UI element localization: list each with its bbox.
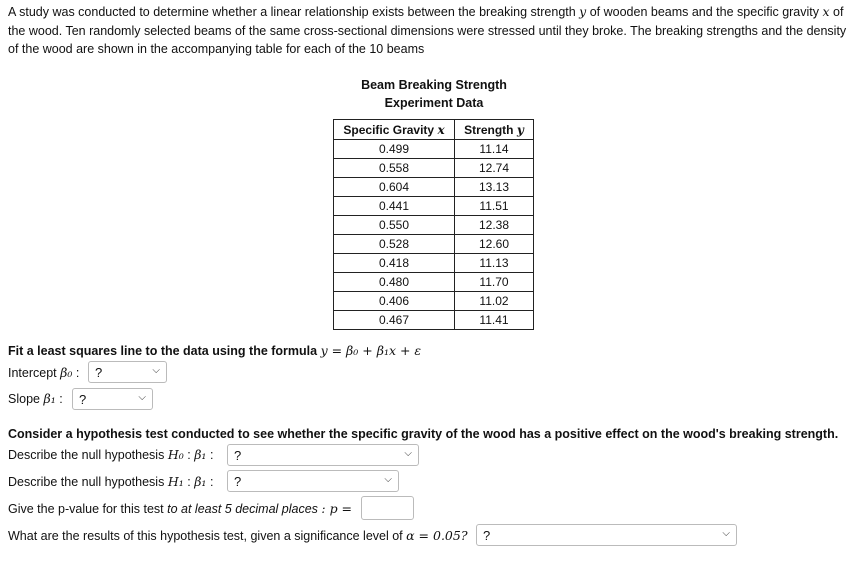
chevron-down-icon: ⌵: [722, 528, 730, 539]
strength-cell: 11.51: [455, 197, 534, 216]
null-hypothesis-label: Describe the null hypothesis H₀ : β₁ :: [8, 447, 214, 462]
pvalue-label: Give the p-value for this test to at least 5 decimal places : p =: [8, 501, 353, 516]
table-title: [334, 76, 534, 112]
strength-cell: 11.70: [455, 273, 534, 292]
strength-cell: 11.14: [455, 140, 534, 159]
table-row: [334, 140, 534, 159]
alt-hypothesis-select[interactable]: ? ⌵: [227, 470, 399, 492]
gravity-cell: 0.604: [334, 178, 455, 197]
table-row: [334, 311, 534, 330]
table-title-line2: Experiment Data: [384, 96, 484, 110]
slope-select[interactable]: ? ⌵: [72, 388, 153, 410]
gravity-cell: 0.418: [334, 254, 455, 273]
strength-cell: 13.13: [455, 178, 534, 197]
table-row: [334, 159, 534, 178]
table-row: [334, 254, 534, 273]
gravity-cell: 0.499: [334, 140, 455, 159]
intercept-label: Intercept β₀ :: [8, 365, 80, 380]
col-header-gravity: Specific Gravity x: [334, 120, 455, 140]
alt-hypothesis-label: Describe the null hypothesis H₁ : β₁ :: [8, 474, 214, 489]
slope-label: Slope β₁ :: [8, 391, 63, 406]
gravity-cell: 0.441: [334, 197, 455, 216]
strength-cell: 11.02: [455, 292, 534, 311]
table-row: [334, 216, 534, 235]
table-row: [334, 273, 534, 292]
fit-prompt: Fit a least squares line to the data using the formula y = β₀ + β₁x + ε: [8, 343, 422, 358]
table-row: [334, 178, 534, 197]
table-title-line1: Beam Breaking Strength: [361, 78, 507, 92]
intercept-select[interactable]: ? ⌵: [88, 361, 167, 383]
col-header-strength: Strength y: [455, 120, 534, 140]
table-row: [334, 197, 534, 216]
chevron-down-icon: ⌵: [384, 474, 392, 485]
table-row: [334, 235, 534, 254]
gravity-cell: 0.558: [334, 159, 455, 178]
gravity-cell: 0.550: [334, 216, 455, 235]
intro-var-x: x: [822, 4, 830, 19]
intro-text-1: A study was conducted to determine whether a linear relationship exists between the breaking strength: [8, 5, 580, 19]
fit-formula: y = β₀ + β₁x + ε: [320, 343, 422, 358]
intro-text-2: of wooden beams and the specific gravity: [586, 5, 823, 19]
strength-cell: 12.74: [455, 159, 534, 178]
intro-text-3: of the wood. Ten randomly selected beams of the same cross-sectional dimensions were stressed until they broke. The breaking strengths and the density of the wood are shown in the accompanying table for each of the 10 beams: [8, 5, 847, 56]
chevron-down-icon: ⌵: [138, 392, 146, 403]
results-label: What are the results of this hypothesis test, given a significance level of α = 0.05?: [8, 528, 468, 543]
intro-var-y: y: [579, 4, 587, 19]
strength-cell: 11.41: [455, 311, 534, 330]
gravity-cell: 0.528: [334, 235, 455, 254]
table-row: [334, 292, 534, 311]
results-select[interactable]: ? ⌵: [476, 524, 737, 546]
strength-cell: 11.13: [455, 254, 534, 273]
gravity-cell: 0.480: [334, 273, 455, 292]
gravity-cell: 0.406: [334, 292, 455, 311]
null-hypothesis-select[interactable]: ? ⌵: [227, 444, 419, 466]
chevron-down-icon: ⌵: [152, 365, 160, 376]
strength-cell: 12.38: [455, 216, 534, 235]
hypothesis-prompt: Consider a hypothesis test conducted to see whether the specific gravity of the wood has a positive effect on the wood's breaking strength.: [8, 427, 839, 441]
strength-cell: 12.60: [455, 235, 534, 254]
gravity-cell: 0.467: [334, 311, 455, 330]
problem-intro: [8, 3, 858, 59]
data-table: [333, 119, 534, 330]
pvalue-input[interactable]: [361, 496, 414, 520]
chevron-down-icon: ⌵: [404, 448, 412, 459]
